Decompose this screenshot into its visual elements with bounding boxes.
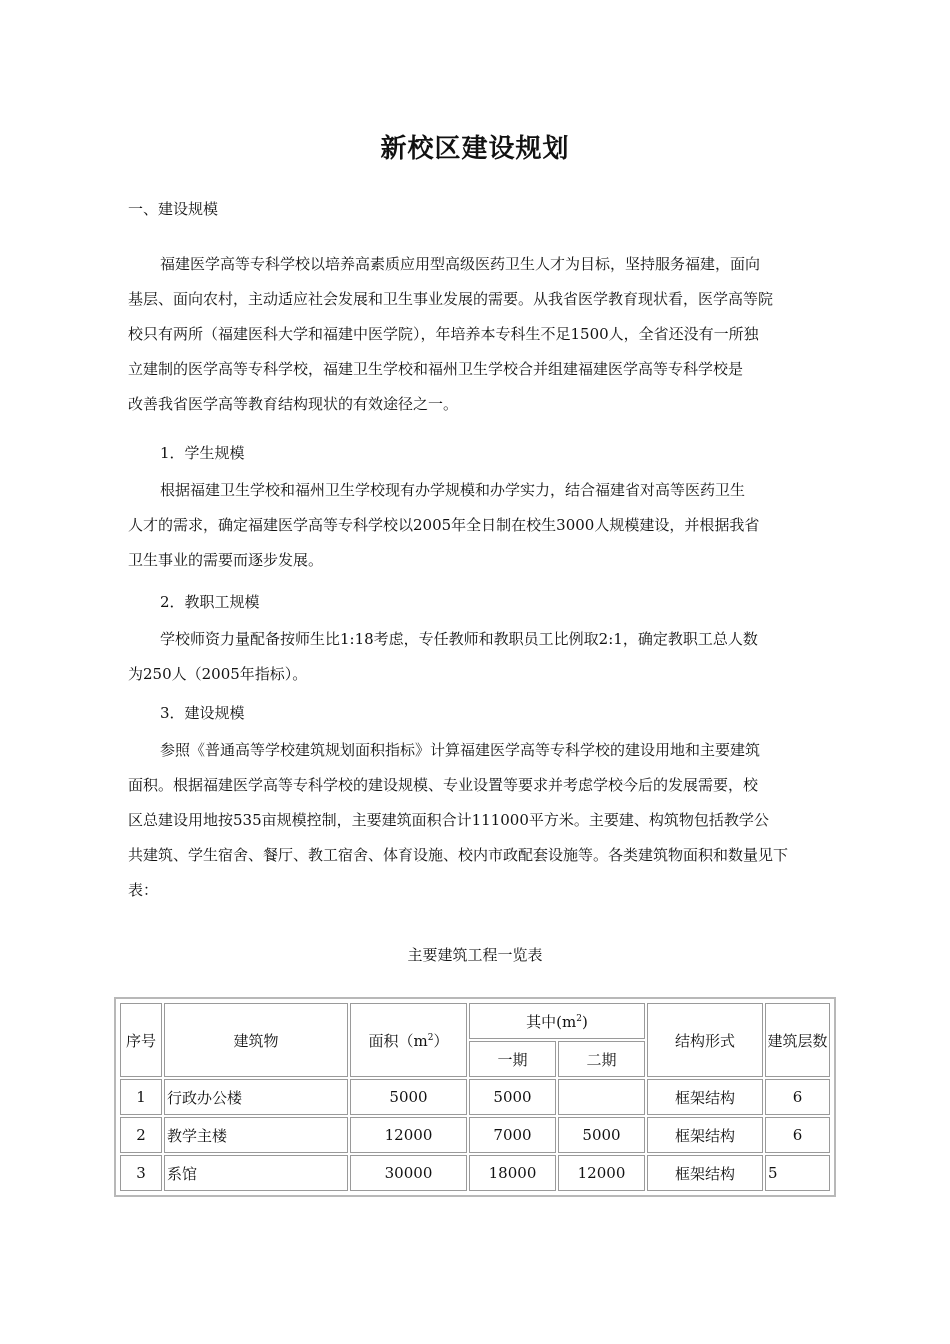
cell-seq: 3 [120,1155,162,1191]
header-floors: 建筑层数 [765,1003,830,1077]
table-row [120,1155,830,1191]
student-line: 卫生事业的需要而逐步发展。 [128,551,324,569]
staff-scale-paragraph [128,622,824,692]
cell-phase1: 7000 [469,1117,556,1153]
cell-area: 12000 [350,1117,467,1153]
staff-line: 为250人（2005年指标）。 [128,665,308,683]
header-phase-group: 其中$(m^2)$ [469,1003,645,1039]
staff-line: 学校师资力量配备按师生比1:18考虑，专任教师和教职员工比例取2:1，确定教职工总人数 [160,630,758,648]
cell-structure: 框架结构 [647,1155,763,1191]
header-phase2: 二期 [558,1041,645,1077]
student-line: 人才的需求，确定福建医学高等专科学校以2005年全日制在校生3000人规模建设，并根据我省 [128,516,760,534]
student-line: 根据福建卫生学校和福州卫生学校现有办学规模和办学实力，结合福建省对高等医药卫生 [160,481,746,499]
cell-building: 系馆 [164,1155,348,1191]
header-area: 面积$(m^2)$ [350,1003,467,1077]
intro-line: 基层、面向农村，主动适应社会发展和卫生事业发展的需要。从我省医学教育现状看，医学高等院 [128,290,774,308]
construction-line: 共建筑、学生宿舍、餐厅、教工宿舍、体育设施、校内市政配套设施等。各类建筑物面积和数量见下 [128,846,789,864]
subheading-construction-scale: 3．建设规模 [160,704,245,722]
cell-phase1: 5000 [469,1079,556,1115]
construction-line: 面积。根据福建医学高等专科学校的建设规模、专业设置等要求并考虑学校今后的发展需要，校 [128,776,759,794]
table-row [120,1079,830,1115]
table-header-row [120,1003,830,1039]
subheading-staff-scale: 2．教职工规模 [160,593,260,611]
construction-line: 表： [128,881,159,899]
cell-phase2 [558,1079,645,1115]
table-caption: 主要建筑工程一览表 [407,946,543,964]
cell-area: 5000 [350,1079,467,1115]
cell-floors: 6 [765,1079,830,1115]
cell-floors: 5 [765,1155,830,1191]
construction-line: 参照《普通高等学校建筑规划面积指标》计算福建医学高等专科学校的建设用地和主要建筑 [160,741,761,759]
cell-phase2: 5000 [558,1117,645,1153]
intro-line: 校只有两所（福建医科大学和福建中医学院），年培养本专科生不足1500人，全省还没有一所独 [128,325,759,343]
header-structure: 结构形式 [647,1003,763,1077]
cell-seq: 1 [120,1079,162,1115]
intro-line: 改善我省医学高等教育结构现状的有效途径之一。 [128,395,459,413]
header-phase1: 一期 [469,1041,556,1077]
cell-seq: 2 [120,1117,162,1153]
cell-area: 30000 [350,1155,467,1191]
header-building: 建筑物 [164,1003,348,1077]
table-row [120,1117,830,1153]
intro-line: 福建医学高等专科学校以培养高素质应用型高级医药卫生人才为目标，坚持服务福建，面向 [160,255,761,273]
student-scale-paragraph [128,473,824,578]
cell-building: 行政办公楼 [164,1079,348,1115]
header-seq: 序号 [120,1003,162,1077]
construction-line: 区总建设用地按535亩规模控制，主要建筑面积合计111000平方米。主要建、构筑物包括教学公 [128,811,769,829]
buildings-table-frame [114,997,836,1197]
subheading-student-scale: 1．学生规模 [160,444,245,462]
cell-building: 教学主楼 [164,1117,348,1153]
intro-line: 立建制的医学高等专科学校，福建卫生学校和福州卫生学校合并组建福建医学高等专科学校是 [128,360,744,378]
page-title: 新校区建设规划 [380,134,570,164]
cell-floors: 6 [765,1117,830,1153]
cell-structure: 框架结构 [647,1079,763,1115]
cell-phase1: 18000 [469,1155,556,1191]
construction-scale-paragraph [128,733,824,908]
buildings-table [118,1001,832,1193]
section-heading-scale: 一、建设规模 [128,200,219,218]
cell-structure: 框架结构 [647,1117,763,1153]
cell-phase2: 12000 [558,1155,645,1191]
intro-paragraph [128,247,824,422]
